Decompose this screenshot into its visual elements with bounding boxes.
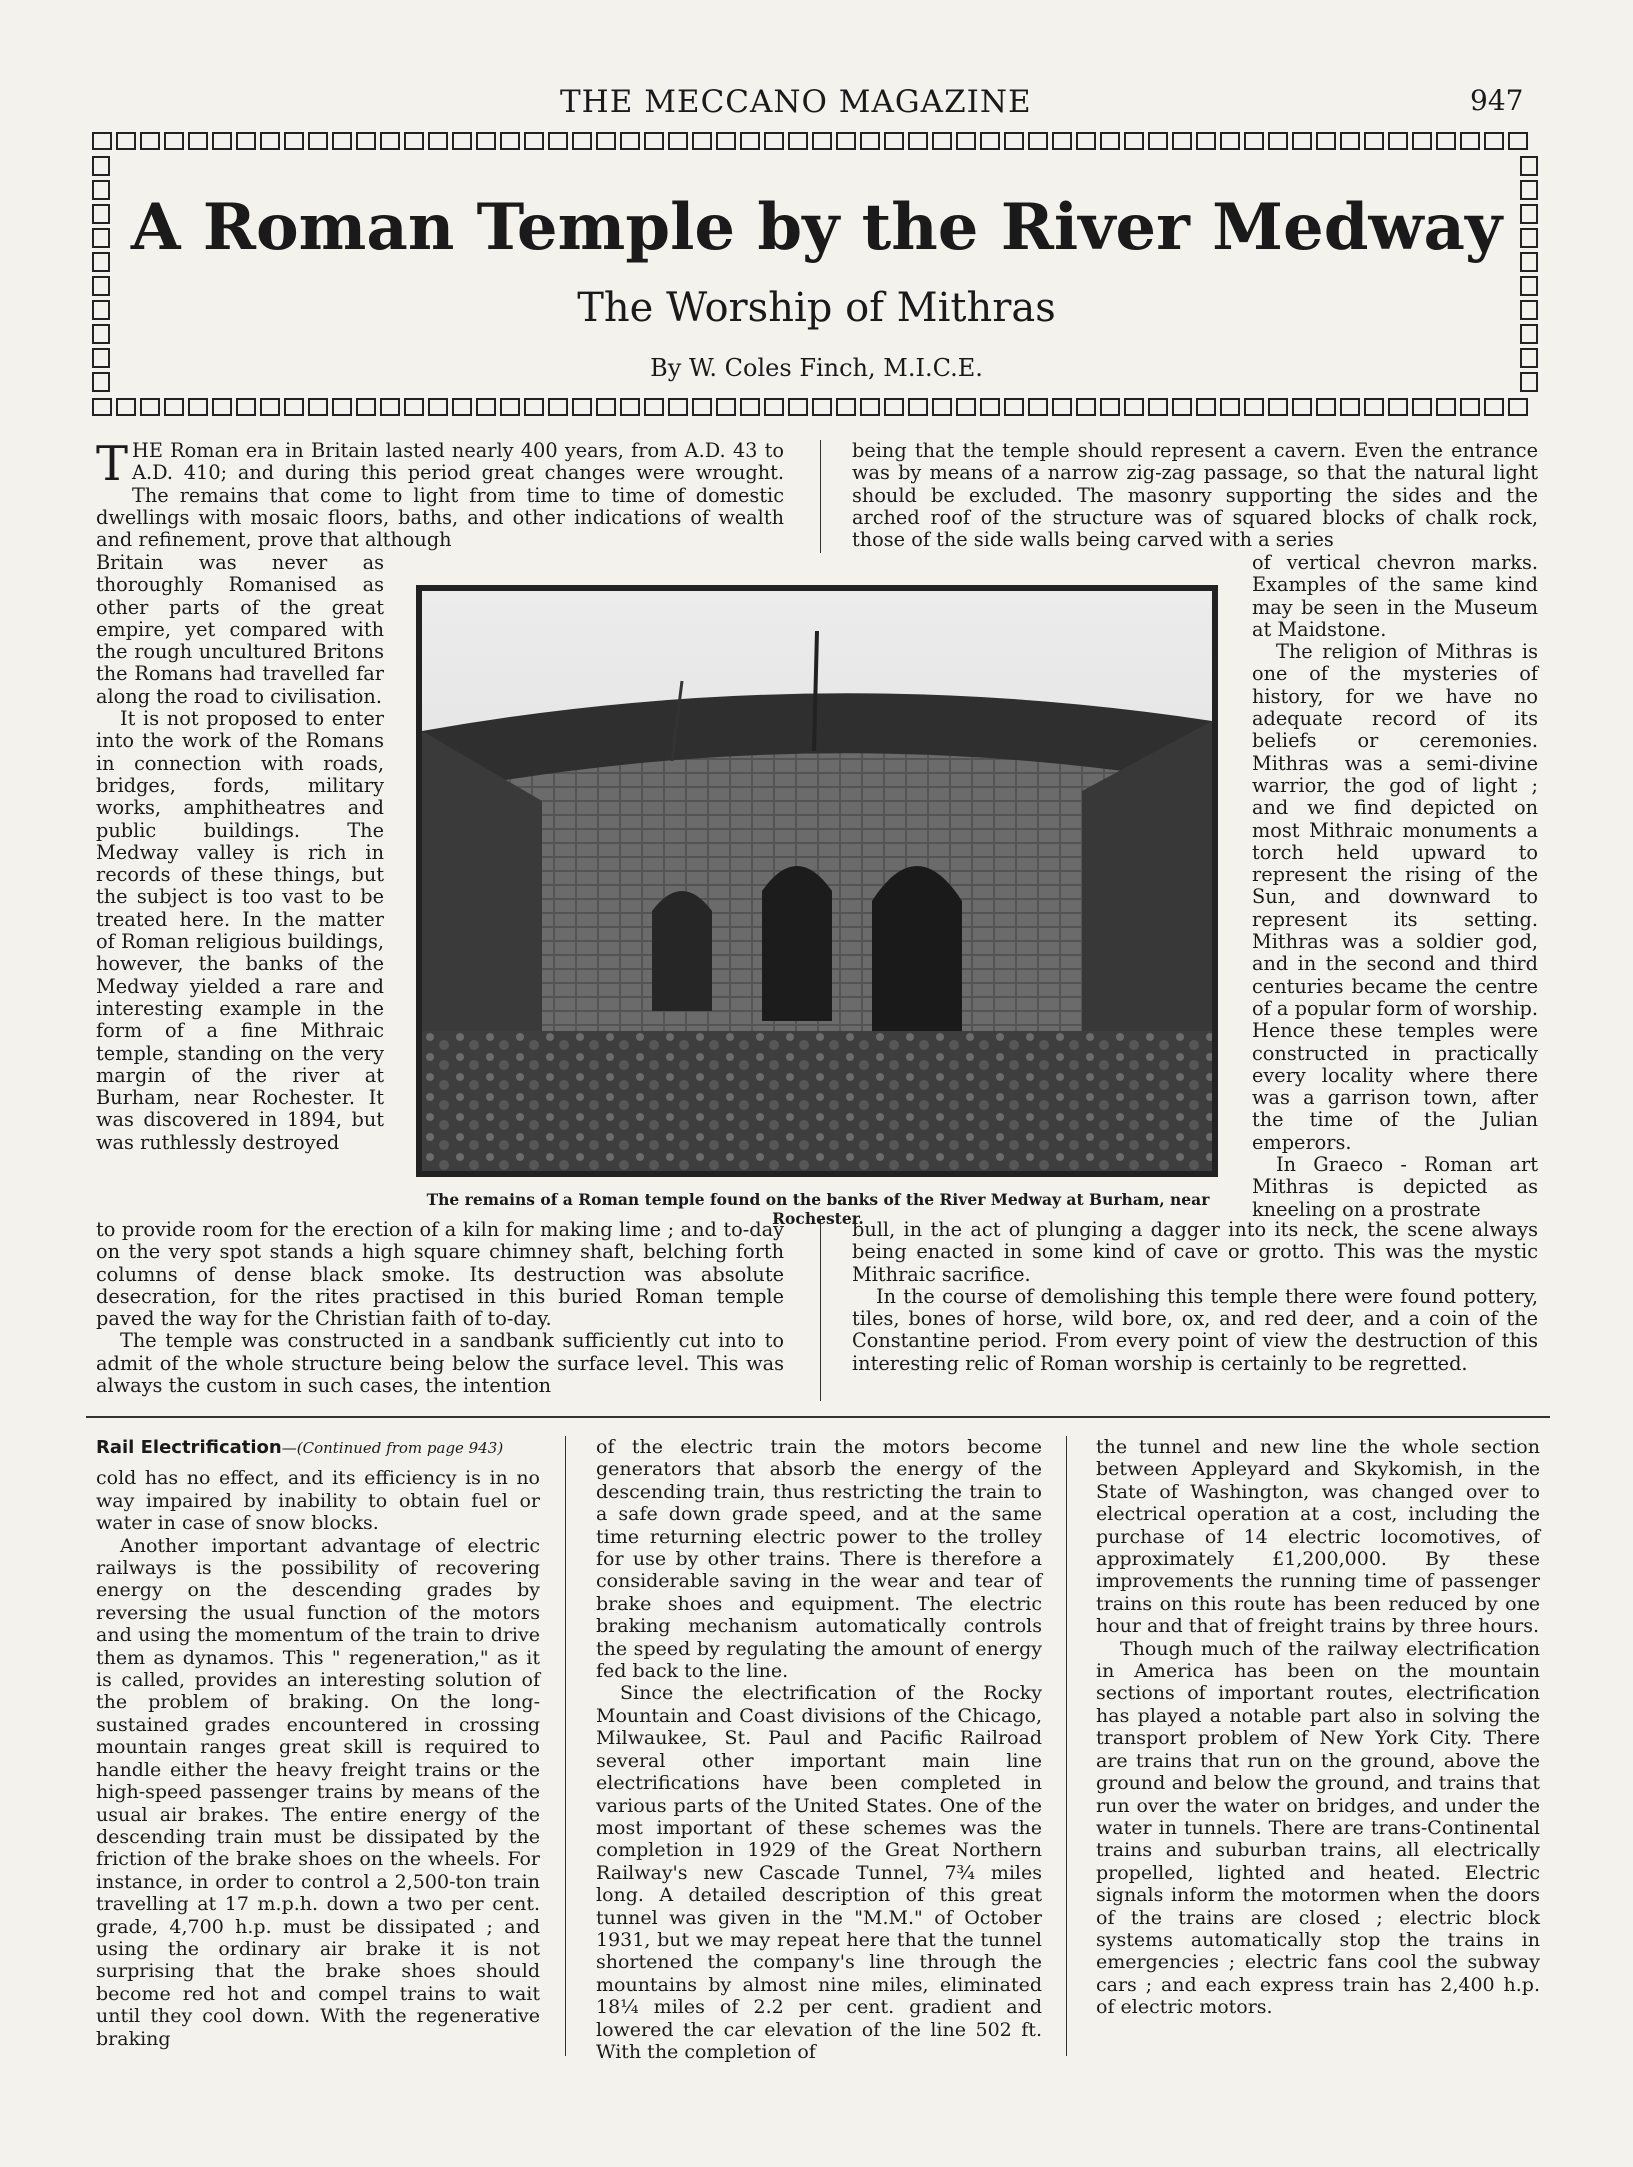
border-square [1292,132,1312,150]
border-square [1388,398,1408,416]
border-square [1436,398,1456,416]
border-square [1460,398,1480,416]
title-border-bottom [92,398,1542,418]
border-square [260,398,280,416]
border-square [1052,398,1072,416]
border-square [860,398,880,416]
border-square [884,132,904,150]
article-title: A Roman Temple by the River Medway [130,190,1503,265]
border-square [1292,398,1312,416]
border-square [188,398,208,416]
border-square [1388,132,1408,150]
border-square [620,132,640,150]
border-square [356,398,376,416]
article-column-left-narrow [96,552,384,1154]
border-square [260,132,280,150]
border-square [380,132,400,150]
article-paragraph: HE Roman era in Britain lasted nearly 400 years, from A.D. 43 to A.D. 410; and during this period great changes were wrought. The remains that come to light from time to time of domestic dwellings with mosaic floors, baths, and other indications of wealth and refinement, prove that although [96,439,784,552]
drop-cap: T [96,436,129,492]
page-number: 947 [1470,84,1524,117]
border-square [908,398,928,416]
border-square [404,132,424,150]
border-square [212,398,232,416]
border-square [716,398,736,416]
article-paragraph: It is not proposed to enter into the work of the Romans in connection with roads, bridges, fords, military works, amphitheatres and public buildings. The Medway valley is rich in records of these things, but the subject is too vast to be treated here. In the matter of Roman religious buildings, however, the banks of the Medway yielded a rare and interesting example in the form of a fine Mithraic temple, standing on the very margin of the river at Burham, near Rochester. It was discovered in 1894, but was ruthlessly destroyed [96,707,384,1154]
border-square [764,398,784,416]
border-square [1028,398,1048,416]
rail-column-2 [596,1436,1042,2063]
border-square [836,132,856,150]
border-square [164,132,184,150]
border-square [212,132,232,150]
border-square [1148,398,1168,416]
border-square [1340,132,1360,150]
border-square [884,398,904,416]
border-square [1520,156,1538,176]
border-square [236,398,256,416]
border-square [908,132,928,150]
column-divider [565,1436,566,2056]
border-square [1124,132,1144,150]
article-paragraph: Though much of the railway electrification in America has been on the mountain sections of important routes, electrification has played a notable part also in solving the transport problem of New York City. There are trains that run on the ground, above the ground and below the ground, and trains that run over the water on bridges, and under the water in tunnels. There are trans-Continental trains and suburban trains, all electrically propelled, lighted and heated. Electric signals inform the motormen when the doors of the trains are closed ; electric block systems automatically stop the trains in emergencies ; electric fans cool the subway cars ; and each express train has 2,400 h.p. of electric motors. [1096,1637,1540,2019]
border-square [644,398,664,416]
border-square [1196,398,1216,416]
border-square [980,398,1000,416]
border-square [1220,398,1240,416]
border-square [764,132,784,150]
border-square [1028,132,1048,150]
border-square [620,398,640,416]
border-square [116,398,136,416]
border-square [284,132,304,150]
temple-photograph [416,585,1218,1177]
article-paragraph: to provide room for the erection of a kiln for making lime ; and to-day on the very spot stands a high square chimney shaft, belching forth columns of dense black smoke. Its destruction was absolute desecration, for the rites practised in this buried Roman temple paved the way for the Christian faith of to-day. [96,1218,784,1331]
border-square [668,398,688,416]
continued-note: —(Continued from page 943) [281,1439,504,1457]
border-square [1412,132,1432,150]
border-square [92,132,112,150]
border-square [788,398,808,416]
border-square [140,398,160,416]
border-square [452,398,472,416]
border-square [116,132,136,150]
section-divider [86,1416,1550,1418]
border-square [236,132,256,150]
border-square [524,398,544,416]
border-square [1004,132,1024,150]
border-square [1172,398,1192,416]
border-square [860,132,880,150]
border-square [92,156,110,176]
border-square [1076,132,1096,150]
border-square [500,398,520,416]
rail-heading: Rail Electrification [96,1437,282,1458]
border-square [1412,398,1432,416]
border-square [1196,132,1216,150]
border-square [956,132,976,150]
border-square [1316,398,1336,416]
rail-column-1 [96,1436,540,2050]
border-square [1100,132,1120,150]
border-square [548,132,568,150]
border-square [1484,132,1504,150]
border-square [1148,132,1168,150]
border-square [308,132,328,150]
article-paragraph: of vertical chevron marks. Examples of the same kind may be seen in the Museum at Maidstone. [1252,551,1538,641]
border-square [452,132,472,150]
border-square [740,132,760,150]
border-square [1220,132,1240,150]
border-square [980,132,1000,150]
border-square [1508,132,1528,150]
article-paragraph: bull, in the act of plunging a dagger into its neck, the scene always being enacted in some kind of cave or grotto. This was the mystic Mithraic sacrifice. [852,1218,1538,1286]
border-square [500,132,520,150]
border-square [332,132,352,150]
border-square [332,398,352,416]
border-square [956,398,976,416]
border-square [1484,398,1504,416]
border-square [356,132,376,150]
border-square [740,398,760,416]
border-square [644,132,664,150]
border-square [1268,398,1288,416]
article-paragraph: cold has no effect, and its efficiency is in no way impaired by inability to obtain fuel or water in case of snow blocks. [96,1467,540,1535]
border-square [476,398,496,416]
border-square [476,132,496,150]
border-square [428,398,448,416]
border-square [1076,398,1096,416]
article-paragraph: the tunnel and new line the whole section between Appleyard and Skykomish, in the State of Washington, was changed over to electrical operation at a cost, including the purchase of 14 electric locomotives, of approximately £1,200,000. By these improvements the running time of passenger trains on this route has been reduced by one hour and that of freight trains by three hours. [1096,1436,1540,1638]
border-square [1172,132,1192,150]
border-square [380,398,400,416]
title-border-top [92,132,1542,152]
border-square [1244,132,1264,150]
border-square [716,132,736,150]
article-paragraph: being that the temple should represent a cavern. Even the entrance was by means of a narrow zig-zag passage, so that the natural light should be excluded. The masonry supporting the sides and the arched roof of the structure was of squared blocks of chalk rock, those of the side walls being carved with a series [852,439,1538,552]
article-byline: By W. Coles Finch, M.I.C.E. [650,354,983,382]
border-square [1364,398,1384,416]
article-paragraph: In the course of demolishing this temple there were found pottery, tiles, bones of horse, wild bore, ox, and red deer, and a coin of the Constantine period. From every point of view the destruction of this interesting relic of Roman worship is certainly to be regretted. [852,1284,1538,1375]
border-square [1004,398,1024,416]
temple-ruins-image [422,591,1212,1171]
border-square [92,398,112,416]
border-square [668,132,688,150]
article-paragraph: of the electric train the motors become generators that absorb the energy of the descending train, thus restricting the train to a safe down grade speed, and at the same time returning electric power to the trolley for use by other trains. There is therefore a considerable saving in the wear and tear of brake shoes and equipment. The electric braking mechanism automatically controls the speed by regulating the amount of energy fed back to the line. [596,1436,1042,1683]
border-square [932,132,952,150]
column-divider [1066,1436,1067,2056]
column-divider [820,1219,821,1401]
border-square [932,398,952,416]
border-square [404,398,424,416]
border-square [596,398,616,416]
border-square [164,398,184,416]
article-paragraph: In Graeco - Roman art Mithras is depicted as kneeling on a prostrate [1252,1153,1538,1221]
border-square [572,398,592,416]
border-square [1052,132,1072,150]
border-square [1316,132,1336,150]
column-divider [820,440,821,553]
border-square [524,132,544,150]
border-square [788,132,808,150]
border-square [836,398,856,416]
border-square [1100,398,1120,416]
article-column-right-top [852,440,1538,551]
border-square [1340,398,1360,416]
running-header: THE MECCANO MAGAZINE [560,84,1032,120]
article-paragraph: Since the electrification of the Rocky Mountain and Coast divisions of the Chicago, Milwaukee, St. Paul and Pacific Railroad several other important main line electrifications have been completed in various parts of the United States. One of the most important of these schemes was the completion in 1929 of the Great Northern Railway's new Cascade Tunnel, 7¾ miles long. A detailed description of this great tunnel was given in the "M.M." of October 1931, but we may repeat here that the tunnel shortened the company's line through the mountains by almost nine miles, eliminated 18¼ miles of 2.2 per cent. gradient and lowered the car elevation of the line 502 ft. With the completion of [596,1682,1042,2063]
border-square [1460,132,1480,150]
article-subtitle: The Worship of Mithras [577,285,1056,331]
border-square [812,398,832,416]
border-square [308,398,328,416]
article-paragraph: The religion of Mithras is one of the mysteries of history, for we have no adequate record of its beliefs or ceremonies. Mithras was a semi-divine warrior, the god of light ; and we find depicted on most Mithraic monuments a torch held upward to represent the rising of the Sun, and downward to represent its setting. Mithras was a soldier god, and in the second and third centuries became the centre of a popular form of worship. Hence these temples were constructed in practically every locality where there was a garrison town, after the time of the Julian emperors. [1252,640,1538,1154]
border-square [1268,132,1288,150]
border-square [596,132,616,150]
border-square [1508,398,1528,416]
article-paragraph: Britain was never as thoroughly Romanised as other parts of the great empire, yet compared with the rough uncultured Britons the Romans had travelled far along the road to civilisation. [96,551,384,708]
border-square [572,132,592,150]
border-square [692,398,712,416]
rail-column-3 [1096,1436,1540,2019]
border-square [1244,398,1264,416]
photo-caption: The remains of a Roman temple found on the banks of the River Medway at Burham, near Rochester. [426,1190,1210,1228]
article-column-left-bottom [96,1219,784,1397]
border-square [1124,398,1144,416]
border-square [812,132,832,150]
article-paragraph: The temple was constructed in a sandbank sufficiently cut into to admit of the whole structure being below the surface level. This was always the custom in such cases, the intention [96,1329,784,1398]
border-square [428,132,448,150]
border-square [188,132,208,150]
border-square [284,398,304,416]
border-square [1364,132,1384,150]
border-square [548,398,568,416]
article-column-right-narrow [1252,552,1538,1221]
article-column-right-bottom [852,1219,1538,1375]
border-square [1436,132,1456,150]
border-square [692,132,712,150]
border-square [140,132,160,150]
article-column-left-top [96,436,784,552]
article-paragraph: Another important advantage of electric railways is the possibility of recovering energy on the descending grades by reversing the usual function of the motors and using the momentum of the train to drive them as dynamos. This " regeneration," as it is called, provides an interesting solution of the problem of braking. On the long-sustained grades encountered in crossing mountain ranges great skill is required to handle either the heavy freight trains or the high-speed passenger trains by means of the usual air brakes. The entire energy of the descending train must be dissipated by the friction of the brake shoes on the wheels. For instance, in order to control a 2,500-ton train travelling at 17 m.p.h. down a two per cent. grade, 4,700 h.p. must be dissipated ; and using the ordinary air brake it is not surprising that the brake shoes should become red hot and compel trains to wait until they cool down. With the regenerative braking [96,1534,540,2050]
